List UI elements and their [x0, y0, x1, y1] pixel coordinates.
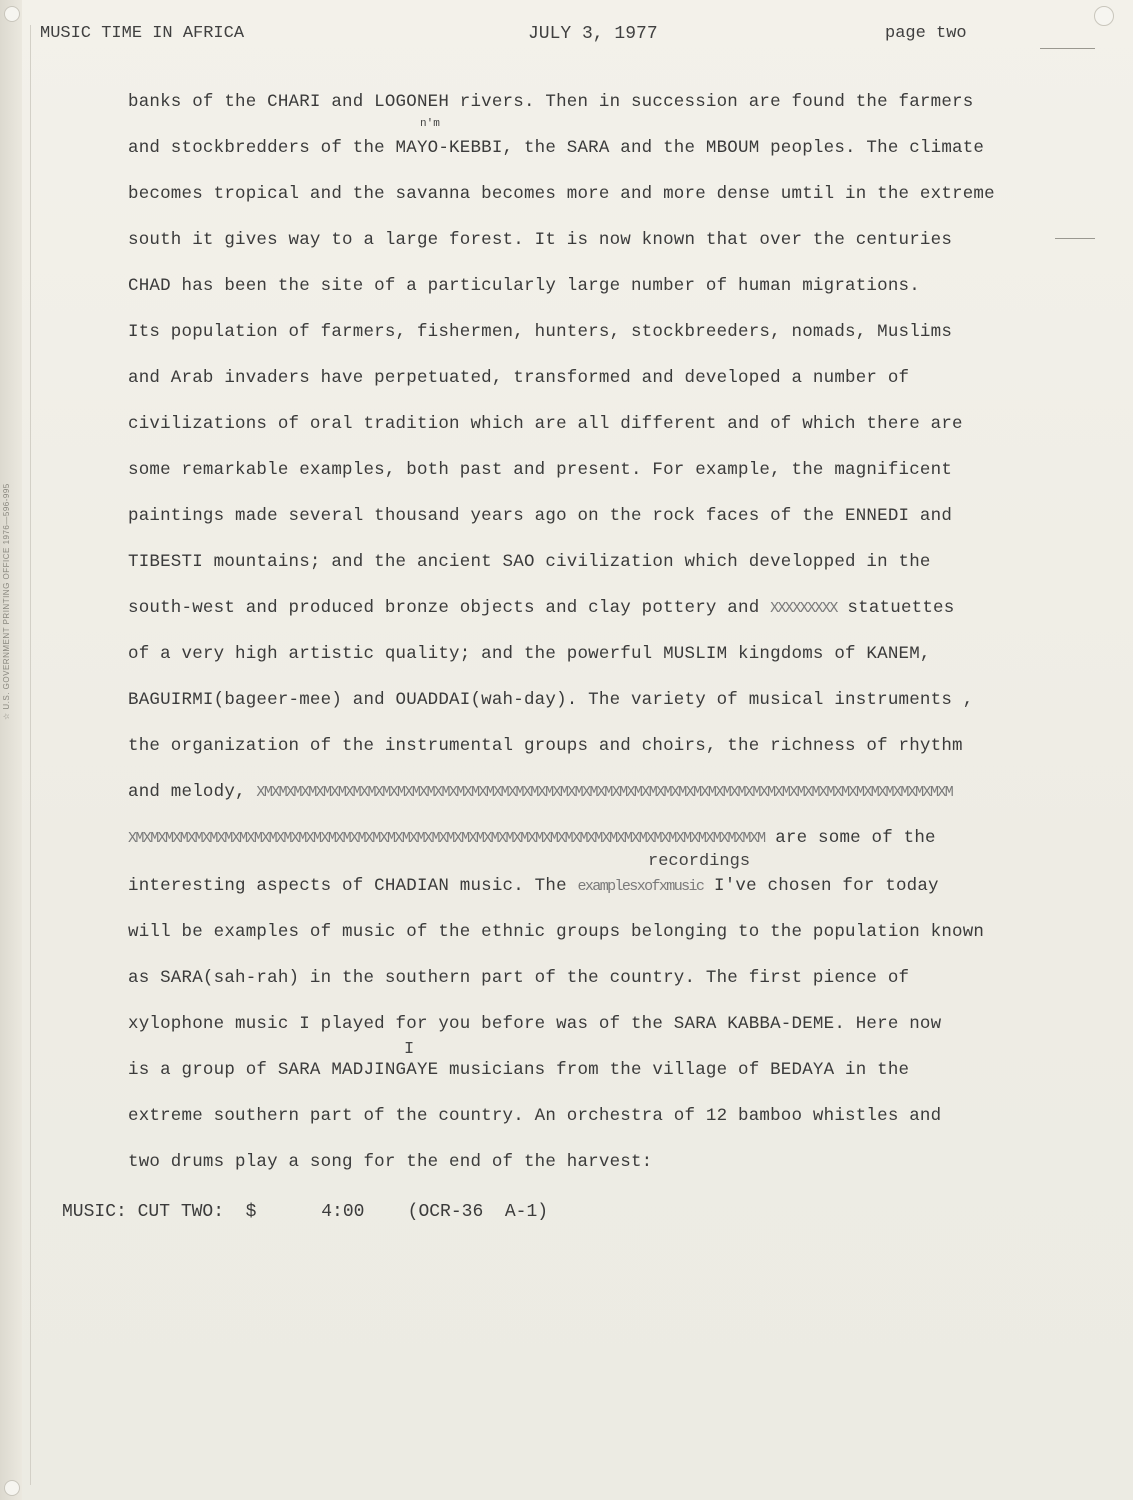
printing-office-imprint: ☆ U.S. GOVERNMENT PRINTING OFFICE 1976—596-995	[2, 483, 11, 720]
pencil-mark	[1040, 48, 1095, 49]
music-cue: MUSIC: CUT TWO: $ 4:00 (OCR-36 A-1)	[62, 1202, 549, 1222]
body-line-7: and Arab invaders have perpetuated, transformed and developed a number of	[128, 368, 910, 388]
header-title: MUSIC TIME IN AFRICA	[40, 24, 245, 43]
body-line-22: is a group of SARA MADJINGAYE musicians from the village of BEDAYA in the	[128, 1060, 910, 1080]
body-line-5: CHAD has been the site of a particularly large number of human migrations.	[128, 276, 920, 296]
body-line-21: xylophone music I played for you before was of the SARA KABBA-DEME. Here now	[128, 1014, 942, 1034]
body-line-23: extreme southern part of the country. An orchestra of 12 bamboo whistles and	[128, 1106, 942, 1126]
typed-insertion: recordings	[648, 852, 751, 871]
body-line-12	[128, 598, 1088, 618]
struck-text: XMXMXMXMXMXMXMXMXMXMXMXMXMXMXMXMXMXMXMXMXMXMXMXMXMXMXMXMXMXMXMXMXMXMXMXMXMXMXMXMXMXMXM	[128, 830, 765, 847]
struck-text: examplesxofxmusic	[577, 878, 704, 895]
line-18-tail: I've chosen for today	[703, 876, 939, 896]
header-date: JULY 3, 1977	[528, 24, 658, 44]
body-line-6: Its population of farmers, fishermen, hunters, stockbreeders, nomads, Muslims	[128, 322, 953, 342]
line-12-tail: statuettes	[836, 598, 955, 618]
punch-hole	[4, 6, 20, 22]
body-line-1: banks of the CHARI and LOGONEH rivers. Then in succession are found the farmers	[128, 92, 974, 112]
handwritten-insert: n'm	[420, 118, 440, 130]
body-line-2: and stockbredders of the MAYO-KEBBI, the SARA and the MBOUM peoples. The climate	[128, 138, 985, 158]
punch-hole	[4, 1480, 20, 1496]
body-line-3: becomes tropical and the savanna becomes more and more dense umtil in the extreme	[128, 184, 995, 204]
margin-rule	[30, 25, 31, 1485]
body-line-19: will be examples of music of the ethnic groups belonging to the population known	[128, 922, 985, 942]
struck-text: XMXMXMXMXMXMXMXMXMXMXMXMXMXMXMXMXMXMXMXMXMXMXMXMXMXMXMXMXMXMXMXMXMXMXMXMXMXMXMXMXMXMXMXMXMXMXM	[256, 784, 953, 801]
punch-hole	[1094, 6, 1114, 26]
line-16-text: and melody,	[128, 782, 257, 802]
body-line-18	[128, 876, 1088, 896]
body-line-9: some remarkable examples, both past and present. For example, the magnificent	[128, 460, 953, 480]
typed-insertion: I	[404, 1040, 415, 1059]
body-line-17	[128, 828, 1088, 848]
body-line-24: two drums play a song for the end of the harvest:	[128, 1152, 653, 1172]
body-line-4: south it gives way to a large forest. It is now known that over the centuries	[128, 230, 953, 250]
body-line-15: the organization of the instrumental groups and choirs, the richness of rhythm	[128, 736, 963, 756]
body-line-14: BAGUIRMI(bageer-mee) and OUADDAI(wah-day). The variety of musical instruments ,	[128, 690, 974, 710]
header-page-number: page two	[885, 24, 967, 43]
body-line-8: civilizations of oral tradition which are all different and of which there are	[128, 414, 963, 434]
body-line-20: as SARA(sah-rah) in the southern part of the country. The first pience of	[128, 968, 910, 988]
body-line-10: paintings made several thousand years ago on the rock faces of the ENNEDI and	[128, 506, 953, 526]
body-line-13: of a very high artistic quality; and the powerful MUSLIM kingdoms of KANEM,	[128, 644, 931, 664]
line-12-text: south-west and produced bronze objects and clay pottery and	[128, 598, 771, 618]
binder-edge	[0, 0, 22, 1500]
body-line-16	[128, 782, 1088, 802]
body-line-11: TIBESTI mountains; and the ancient SAO civilization which developped in the	[128, 552, 931, 572]
struck-text: XXXXXXXXX	[770, 600, 837, 617]
line-18-text: interesting aspects of CHADIAN music. The	[128, 876, 578, 896]
line-17-tail: are some of the	[764, 828, 936, 848]
